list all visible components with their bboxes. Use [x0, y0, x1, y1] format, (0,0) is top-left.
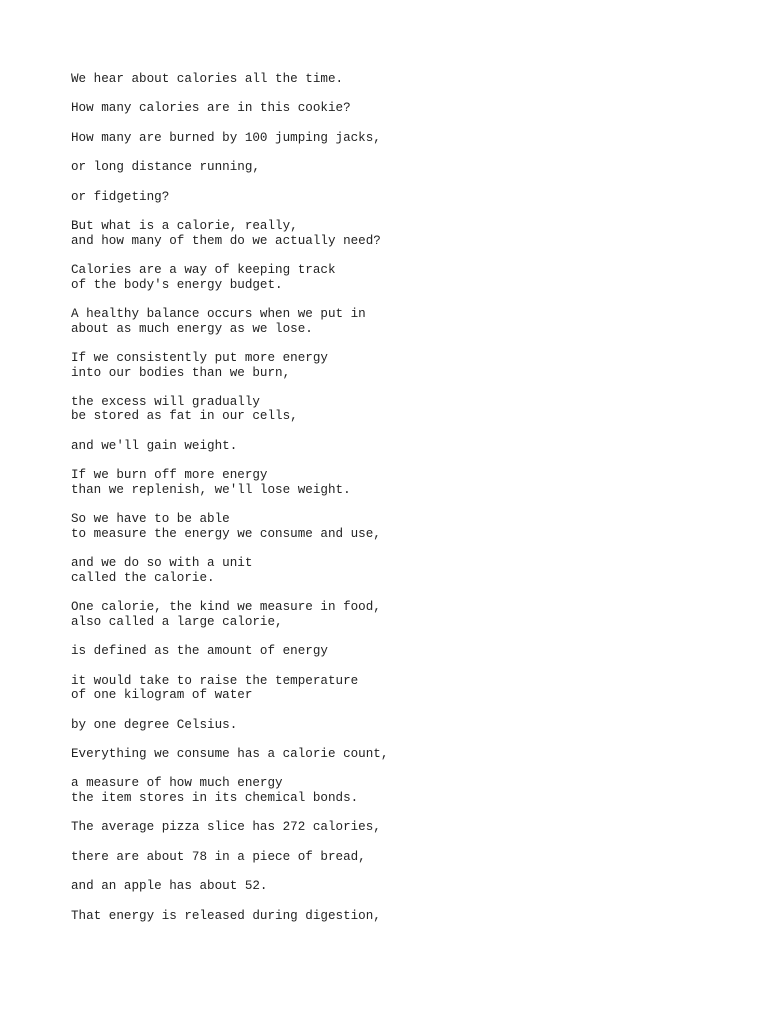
text-line: If we consistently put more energy — [71, 350, 328, 365]
paragraph — [71, 820, 691, 835]
text-line: Everything we consume has a calorie count, — [71, 746, 389, 761]
paragraph — [71, 674, 691, 703]
text-line: The average pizza slice has 272 calories, — [71, 820, 381, 835]
text-line: the excess will gradually — [71, 394, 260, 409]
paragraph — [71, 101, 691, 116]
text-line: is defined as the amount of energy — [71, 644, 328, 659]
text-line: How many calories are in this cookie? — [71, 101, 351, 116]
paragraph — [71, 850, 691, 865]
paragraph — [71, 776, 691, 805]
document-body — [71, 72, 691, 938]
paragraph — [71, 556, 691, 585]
paragraph — [71, 512, 691, 541]
text-line: than we replenish, we'll lose weight. — [71, 482, 351, 497]
paragraph — [71, 263, 691, 292]
text-line: to measure the energy we consume and use, — [71, 526, 381, 541]
text-line: and we'll gain weight. — [71, 438, 238, 453]
text-line: of one kilogram of water — [71, 688, 253, 703]
paragraph — [71, 395, 691, 424]
paragraph — [71, 909, 691, 924]
paragraph — [71, 718, 691, 733]
paragraph — [71, 468, 691, 497]
text-line: and an apple has about 52. — [71, 879, 268, 894]
text-line: and we do so with a unit — [71, 556, 253, 571]
paragraph — [71, 351, 691, 380]
text-line: But what is a calorie, really, — [71, 218, 298, 233]
text-line: called the calorie. — [71, 570, 215, 585]
text-line: That energy is released during digestion, — [71, 908, 381, 923]
text-line: there are about 78 in a piece of bread, — [71, 849, 366, 864]
paragraph — [71, 160, 691, 175]
text-line: If we burn off more energy — [71, 468, 268, 483]
text-line: into our bodies than we burn, — [71, 365, 291, 380]
paragraph — [71, 190, 691, 205]
paragraph — [71, 439, 691, 454]
text-line: One calorie, the kind we measure in food, — [71, 600, 381, 615]
text-line: a measure of how much energy — [71, 776, 283, 791]
text-line: How many are burned by 100 jumping jacks, — [71, 130, 381, 145]
text-line: by one degree Celsius. — [71, 717, 238, 732]
paragraph — [71, 747, 691, 762]
text-line: of the body's energy budget. — [71, 277, 283, 292]
paragraph — [71, 879, 691, 894]
text-line: or fidgeting? — [71, 189, 170, 204]
text-line: A healthy balance occurs when we put in — [71, 306, 366, 321]
text-line: it would take to raise the temperature — [71, 673, 359, 688]
paragraph — [71, 131, 691, 146]
text-line: or long distance running, — [71, 160, 260, 175]
paragraph — [71, 600, 691, 629]
text-line: be stored as fat in our cells, — [71, 409, 298, 424]
text-line: the item stores in its chemical bonds. — [71, 790, 359, 805]
paragraph — [71, 307, 691, 336]
text-line: We hear about calories all the time. — [71, 72, 344, 86]
text-line: Calories are a way of keeping track — [71, 262, 336, 277]
paragraph — [71, 219, 691, 248]
text-line: and how many of them do we actually need? — [71, 233, 381, 248]
paragraph — [71, 644, 691, 659]
text-line: about as much energy as we lose. — [71, 321, 313, 336]
text-line: also called a large calorie, — [71, 614, 283, 629]
paragraph — [71, 72, 691, 87]
text-line: So we have to be able — [71, 512, 230, 527]
